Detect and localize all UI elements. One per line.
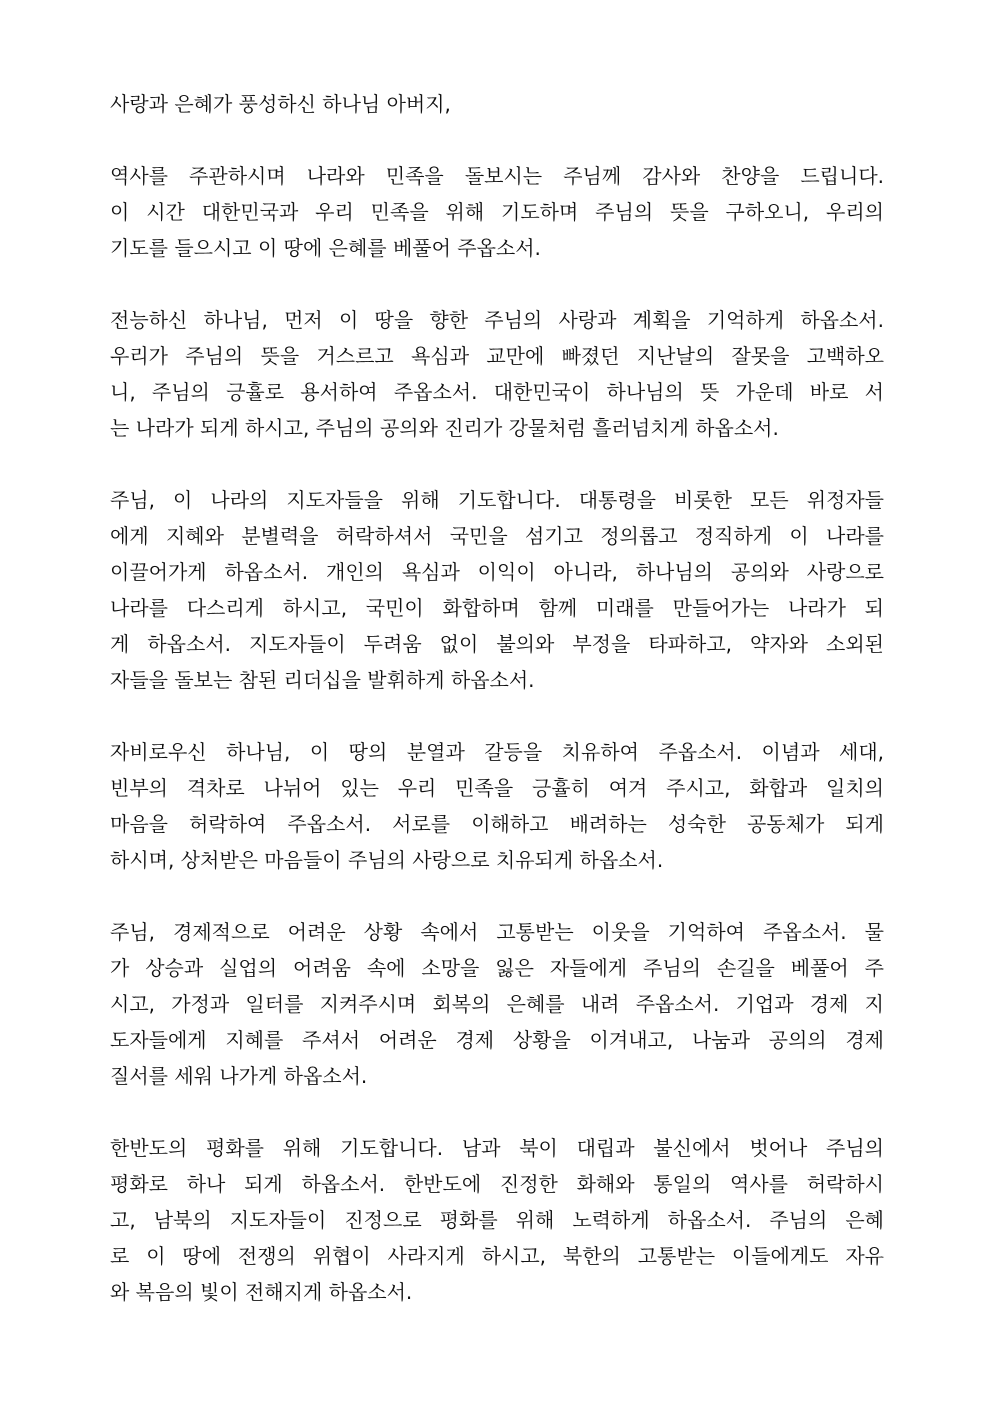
paragraph-healing [110, 734, 884, 878]
text-line: 주님, 이 나라의 지도자들을 위해 기도합니다. 대통령을 비롯한 모든 위정자들 [110, 488, 884, 512]
paragraph-economy [110, 914, 884, 1094]
text-line: 자들을 돌보는 참된 리더십을 발휘하게 하옵소서. [110, 668, 535, 692]
text-line: 고, 남북의 지도자들이 진정으로 평화를 위해 노력하게 하옵소서. 주님의 은혜 [110, 1208, 884, 1232]
text-line: 가 상승과 실업의 어려움 속에 소망을 잃은 자들에게 주님의 손길을 베풀어 주 [110, 956, 884, 980]
paragraph-thanksgiving [110, 158, 884, 266]
text-line: 나라를 다스리게 하시고, 국민이 화합하며 함께 미래를 만들어가는 나라가 되 [110, 596, 884, 620]
text-line: 자비로우신 하나님, 이 땅의 분열과 갈등을 치유하여 주옵소서. 이념과 세대, [110, 740, 884, 764]
text-line: 전능하신 하나님, 먼저 이 땅을 향한 주님의 사랑과 계획을 기억하게 하옵소서. [110, 308, 884, 332]
paragraph-greeting [110, 86, 884, 122]
text-line: 에게 지혜와 분별력을 허락하셔서 국민을 섬기고 정의롭고 정직하게 이 나라를 [110, 524, 884, 548]
text-line: 도자들에게 지혜를 주셔서 어려운 경제 상황을 이겨내고, 나눔과 공의의 경제 [110, 1028, 884, 1052]
text-line: 한반도의 평화를 위해 기도합니다. 남과 북이 대립과 불신에서 벗어나 주님의 [110, 1136, 884, 1160]
text-line: 시고, 가정과 일터를 지켜주시며 회복의 은혜를 내려 주옵소서. 기업과 경제 지 [110, 992, 884, 1016]
prayer-text [110, 86, 884, 1346]
text-line: 주님, 경제적으로 어려운 상황 속에서 고통받는 이웃을 기억하여 주옵소서. 물 [110, 920, 884, 944]
text-line: 마음을 허락하여 주옵소서. 서로를 이해하고 배려하는 성숙한 공동체가 되게 [110, 812, 884, 836]
text-line: 게 하옵소서. 지도자들이 두려움 없이 불의와 부정을 타파하고, 약자와 소외된 [110, 632, 884, 656]
paragraph-leaders [110, 482, 884, 698]
text-line: 와 복음의 빛이 전해지게 하옵소서. [110, 1280, 413, 1304]
text-line: 는 나라가 되게 하시고, 주님의 공의와 진리가 강물처럼 흘러넘치게 하옵소서. [110, 416, 779, 440]
paragraph-repentance [110, 302, 884, 446]
text-line: 질서를 세워 나가게 하옵소서. [110, 1064, 368, 1088]
text-line: 역사를 주관하시며 나라와 민족을 돌보시는 주님께 감사와 찬양을 드립니다. [110, 164, 884, 188]
text-line: 니, 주님의 긍휼로 용서하여 주옵소서. 대한민국이 하나님의 뜻 가운데 바로 서 [110, 380, 884, 404]
text-line: 로 이 땅에 전쟁의 위협이 사라지게 하시고, 북한의 고통받는 이들에게도 자유 [110, 1244, 884, 1268]
text-line: 사랑과 은혜가 풍성하신 하나님 아버지, [110, 92, 451, 116]
paragraph-peace [110, 1130, 884, 1310]
text-line: 빈부의 격차로 나뉘어 있는 우리 민족을 긍휼히 여겨 주시고, 화합과 일치의 [110, 776, 884, 800]
text-line: 이 시간 대한민국과 우리 민족을 위해 기도하며 주님의 뜻을 구하오니, 우리의 [110, 200, 884, 224]
text-line: 하시며, 상처받은 마음들이 주님의 사랑으로 치유되게 하옵소서. [110, 848, 664, 872]
text-line: 이끌어가게 하옵소서. 개인의 욕심과 이익이 아니라, 하나님의 공의와 사랑으로 [110, 560, 884, 584]
text-line: 평화로 하나 되게 하옵소서. 한반도에 진정한 화해와 통일의 역사를 허락하시 [110, 1172, 884, 1196]
text-line: 기도를 들으시고 이 땅에 은혜를 베풀어 주옵소서. [110, 236, 541, 260]
text-line: 우리가 주님의 뜻을 거스르고 욕심과 교만에 빠졌던 지난날의 잘못을 고백하오 [110, 344, 884, 368]
